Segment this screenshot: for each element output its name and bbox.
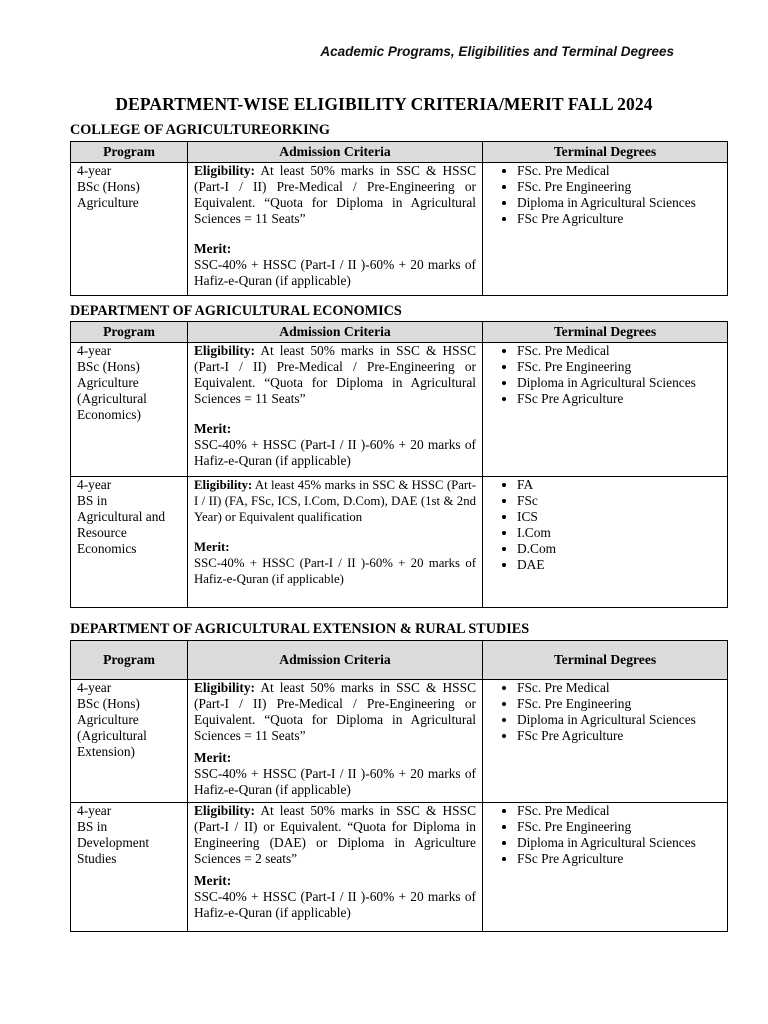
list-item: • Diploma in Agricultural Sciences [517,195,721,211]
program-line: Development [77,835,150,850]
eligibility-block [194,680,476,744]
program-line: Economics) [77,407,141,422]
program-line: Resource [77,525,127,540]
list-item: • FSc. Pre Engineering [517,819,721,835]
program-line: BSc (Hons) [77,359,140,374]
list-item: • Diploma in Agricultural Sciences [517,835,721,851]
admission-criteria-cell [188,803,483,932]
program-line: 4-year [77,803,112,818]
table-row [71,477,728,608]
table-row [71,803,728,932]
list-item: • FSc. Pre Medical [517,163,721,179]
program-cell [71,343,188,477]
program-line: 4-year [77,680,112,695]
table-row [71,680,728,803]
degree-list [489,163,721,227]
eligibility-text: At least 50% marks in SSC & HSSC (Part-I / II) Pre-Medical / Pre-Engineering or Equivalent. “Quota for Diploma in Agricultural Sciences = 11 Seats” [194,680,476,743]
criteria-table-agricultural-economics [70,321,728,608]
eligibility-label: Eligibility: [194,803,256,818]
list-item: • I.Com [517,525,721,541]
list-item: • DAE [517,557,721,573]
merit-label: Merit: [194,540,230,554]
list-item: • FSc. Pre Engineering [517,696,721,712]
admission-criteria-cell [188,477,483,608]
section-title-agricultural-economics: DEPARTMENT OF AGRICULTURAL ECONOMICS [70,303,402,319]
terminal-degrees-cell [483,680,728,803]
column-header-terminal-degrees: Terminal Degrees [483,142,728,163]
degree-list [489,803,721,867]
program-cell [71,803,188,932]
eligibility-text: At least 50% marks in SSC & HSSC (Part-I / II) Pre-Medical / Pre-Engineering or Equivalent. “Quota for Diploma in Agricultural Sciences = 11 Seats” [194,343,476,406]
eligibility-label: Eligibility: [194,343,256,358]
section-title-college-of-agriculture: COLLEGE OF AGRICULTUREORKING [70,122,330,138]
merit-label: Merit: [194,241,232,256]
program-line: Agricultural and [77,509,166,524]
program-line: BS in [77,493,108,508]
eligibility-block [194,803,476,867]
table-row [71,343,728,477]
program-cell [71,477,188,608]
program-line: 4-year [77,163,112,178]
admission-criteria-cell [188,680,483,803]
column-header-admission-criteria: Admission Criteria [188,641,483,680]
program-line: Agriculture [77,375,139,390]
eligibility-text: At least 50% marks in SSC & HSSC (Part-I / II) or Equivalent. “Quota for Diploma in Engineering (DAE) or Diploma in Agriculture Sciences = 2 seats” [194,803,476,866]
list-item: • ICS [517,509,721,525]
column-header-program: Program [71,142,188,163]
merit-label: Merit: [194,750,232,765]
program-line: Economics [77,541,137,556]
program-line: 4-year [77,343,112,358]
eligibility-block [194,343,476,407]
program-line: Agriculture [77,195,139,210]
degree-list [489,343,721,407]
program-cell [71,680,188,803]
list-item: • FSc. Pre Medical [517,343,721,359]
eligibility-block [194,477,476,525]
column-header-admission-criteria: Admission Criteria [188,142,483,163]
degree-list [489,680,721,744]
eligibility-text: At least 50% marks in SSC & HSSC (Part-I / II) Pre-Medical / Pre-Engineering or Equivalent. “Quota for Diploma in Agricultural Sciences = 11 Seats” [194,163,476,226]
table-row [71,163,728,296]
program-line: Studies [77,851,117,866]
column-header-admission-criteria: Admission Criteria [188,322,483,343]
list-item: • FSc [517,493,721,509]
merit-text: SSC-40% + HSSC (Part-I / II )-60% + 20 marks of Hafiz-e-Quran (if applicable) [194,556,476,586]
list-item: • FSc. Pre Medical [517,680,721,696]
program-line: Agriculture [77,712,139,727]
page-title: DEPARTMENT-WISE ELIGIBILITY CRITERIA/MERIT FALL 2024 [115,94,653,114]
list-item: • FSc. Pre Engineering [517,179,721,195]
eligibility-label: Eligibility: [194,478,253,492]
list-item: • FA [517,477,721,493]
list-item: • FSc. Pre Medical [517,803,721,819]
merit-text: SSC-40% + HSSC (Part-I / II )-60% + 20 marks of Hafiz-e-Quran (if applicable) [194,766,476,797]
list-item: • Diploma in Agricultural Sciences [517,712,721,728]
list-item: • D.Com [517,541,721,557]
program-line: BSc (Hons) [77,696,140,711]
list-item: • FSc Pre Agriculture [517,211,721,227]
criteria-table-college-of-agriculture [70,141,728,296]
program-line: (Agricultural [77,728,147,743]
table-header-row [71,142,728,163]
program-cell [71,163,188,296]
column-header-terminal-degrees: Terminal Degrees [483,641,728,680]
terminal-degrees-cell [483,343,728,477]
program-line: (Agricultural [77,391,147,406]
eligibility-text: At least 45% marks in SSC & HSSC (Part-I / II) (FA, FSc, ICS, I.Com, D.Com), DAE (1st & 2nd Year) or Equivalent qualification [194,478,476,524]
admission-criteria-cell [188,163,483,296]
column-header-terminal-degrees: Terminal Degrees [483,322,728,343]
terminal-degrees-cell [483,803,728,932]
merit-label: Merit: [194,873,232,888]
merit-text: SSC-40% + HSSC (Part-I / II )-60% + 20 marks of Hafiz-e-Quran (if applicable) [194,437,476,468]
criteria-table-agricultural-extension [70,640,728,932]
admission-criteria-cell [188,343,483,477]
list-item: • FSc Pre Agriculture [517,728,721,744]
merit-text: SSC-40% + HSSC (Part-I / II )-60% + 20 marks of Hafiz-e-Quran (if applicable) [194,889,476,920]
merit-label: Merit: [194,421,232,436]
section-title-agricultural-extension: DEPARTMENT OF AGRICULTURAL EXTENSION & RURAL STUDIES [70,621,530,637]
program-line: Extension) [77,744,136,759]
eligibility-label: Eligibility: [194,163,256,178]
table-header-row [71,641,728,680]
list-item: • FSc Pre Agriculture [517,851,721,867]
list-item: • FSc. Pre Engineering [517,359,721,375]
column-header-program: Program [71,322,188,343]
list-item: • Diploma in Agricultural Sciences [517,375,721,391]
eligibility-block [194,163,476,227]
program-line: BS in [77,819,108,834]
eligibility-label: Eligibility: [194,680,256,695]
program-line: BSc (Hons) [77,179,140,194]
merit-text: SSC-40% + HSSC (Part-I / II )-60% + 20 marks of Hafiz-e-Quran (if applicable) [194,257,476,288]
column-header-program: Program [71,641,188,680]
list-item: • FSc Pre Agriculture [517,391,721,407]
terminal-degrees-cell [483,477,728,608]
program-line: 4-year [77,477,112,492]
terminal-degrees-cell [483,163,728,296]
degree-list [489,477,721,573]
table-header-row [71,322,728,343]
running-header: Academic Programs, Eligibilities and Terminal Degrees [320,44,674,59]
